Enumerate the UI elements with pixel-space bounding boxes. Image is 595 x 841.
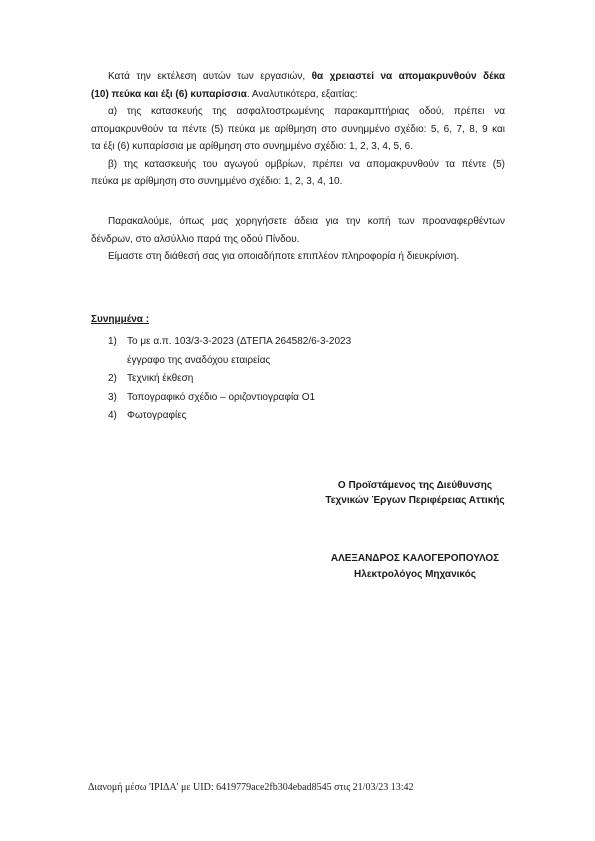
attachment-text <box>127 370 505 389</box>
paragraph-line: πεύκα με αρίθμηση στο συνημμένο σχέδιο: 1, 2, 3, 4, 10. <box>91 176 343 187</box>
emphasis-text: (10) πεύκα και έξι (6) κυπαρίσσια <box>91 88 247 100</box>
attachment-item <box>91 333 505 370</box>
signatory-name-block <box>305 551 525 583</box>
attachment-text <box>127 389 505 408</box>
paragraph-line: δένδρων, στο αλσύλλιο παρά της οδού Πίνδου. <box>91 233 300 245</box>
paragraph-line: απομακρυνθούν τα πέντε (5) πεύκα με αρίθμηση στο συνημμένο σχέδιο: 5, 6, 7, 8, 9 και <box>91 123 505 135</box>
paragraph-line: Παρακαλούμε, όπως μας χορηγήσετε άδεια για την κοπή των προαναφερθέντων <box>108 216 505 227</box>
emphasis-text: θα χρειαστεί να απομακρυνθούν δέκα <box>311 71 505 82</box>
attachment-number: 1) <box>108 336 117 347</box>
paragraph-line: α) της κατασκευής της ασφαλτοστρωμένης παρακαμπτήριας οδού, πρέπει να <box>108 106 505 117</box>
distribution-footer: Διανομή μέσω 'ΙΡΙΔΑ' με UID: 6419779ace2fb304ebad8545 στις 21/03/23 13:42 <box>88 782 414 793</box>
reason-a-paragraph <box>91 103 505 156</box>
attachment-line: Τοπογραφικό σχέδιο – οριζοντιογραφία Ο1 <box>127 391 316 403</box>
attachment-number: 3) <box>108 391 117 403</box>
attachment-number: 4) <box>108 410 117 421</box>
signatory-name: ΑΛΕΞΑΝΔΡΟΣ ΚΑΛΟΓΕΡΟΠΟΥΛΟΣ <box>330 553 500 564</box>
paragraph-line <box>91 86 505 104</box>
signatory-role: Ηλεκτρολόγος Μηχανικός <box>354 569 476 580</box>
signatory-title-line: Τεχνικών Έργων Περιφέρειας Αττικής <box>325 494 505 506</box>
body-text: . Αναλυτικότερα, εξαιτίας: <box>246 88 358 100</box>
paragraph-line: β) της κατασκευής του αγωγού ομβρίων, πρέπει να απομακρυνθούν τα πέντε (5) <box>108 158 505 170</box>
attachment-line: Το με α.π. 103/3-3-2023 (ΔΤΕΠΑ 264582/6-3-2023 <box>127 336 352 347</box>
request-section <box>91 213 505 266</box>
signatory-title-line: Ο Προϊστάμενος της Διεύθυνσης <box>337 480 493 491</box>
attachment-text <box>127 407 505 426</box>
attachments-heading: Συνημμένα : <box>91 314 150 325</box>
attachment-line: Τεχνική έκθεση <box>127 373 194 384</box>
attachment-item <box>91 370 505 389</box>
body-text: Κατά την εκτέλεση αυτών των εργασιών, <box>108 71 306 82</box>
attachment-item <box>91 407 505 426</box>
attachment-line: Φωτογραφίες <box>127 410 187 421</box>
signatory-title <box>305 479 525 508</box>
paragraph-line: Είμαστε στη διάθεσή σας για οποιαδήποτε επιπλέον πληροφορία ή διευκρίνιση. <box>108 251 460 262</box>
attachment-text <box>127 333 505 370</box>
availability-paragraph <box>91 248 505 266</box>
attachments-list <box>91 333 505 426</box>
reason-b-paragraph <box>91 156 505 191</box>
paragraph-line <box>91 68 505 86</box>
attachment-item <box>91 389 505 408</box>
attachment-line: έγγραφο της αναδόχου εταιρείας <box>127 354 271 366</box>
request-paragraph <box>91 213 505 248</box>
intro-paragraph <box>91 68 505 103</box>
attachment-number: 2) <box>108 373 117 384</box>
body-section <box>91 68 505 191</box>
paragraph-line: τα έξι (6) κυπαρίσσια με αρίθμηση στο συνημμένο σχέδιο: 1, 2, 3, 4, 5, 6. <box>91 141 413 152</box>
